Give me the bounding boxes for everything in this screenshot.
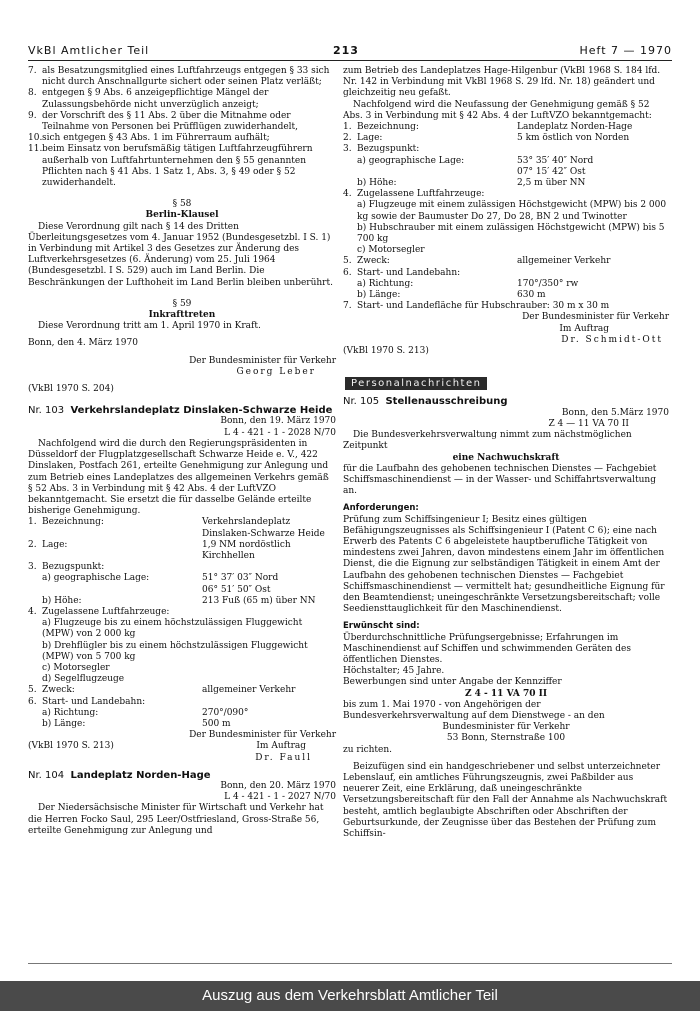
notice-text: für die Laufbahn des gehobenen technischen Dienstes — Fachgebiet Schiffsmaschinendienst — in der Wasser- und Schiffahrtsverwaltung an. <box>343 463 657 497</box>
header-issue: Heft 7 — 1970 <box>579 44 672 57</box>
notice-heading: Nr. 104 Landeplatz Norden-Hage <box>28 769 211 781</box>
list-item: b) Höhe: 2,5 m über NN <box>357 178 586 189</box>
notice-text: Bewerbungen sind unter Angabe der Kennziffer <box>343 677 562 688</box>
list-item: 5. Zweck: allgemeiner Verkehr <box>343 256 611 267</box>
list-item: 1. Bezeichnung: Verkehrslandeplatz Dinslaken-Schwarze Heide <box>28 517 325 539</box>
list-item: b) Länge: 630 m <box>357 290 546 301</box>
list-item: 7. Start- und Landefläche für Hubschrauber: 30 m x 30 m <box>343 301 610 312</box>
list-item: 5. Zweck: allgemeiner Verkehr <box>28 685 296 696</box>
notice-date: Bonn, den 20. März 1970 <box>220 780 336 791</box>
left-column <box>28 66 336 837</box>
list-item: 10. sich entgegen § 43 Abs. 1 im Führerraum aufhält; <box>28 133 270 144</box>
minister-title: Der Bundesminister für Verkehr <box>189 730 336 741</box>
list-item: 6. Start- und Landebahn: <box>28 696 146 707</box>
page-header <box>28 44 672 60</box>
bottom-rule <box>28 963 672 964</box>
signature-row: (VkBl 1970 S. 213) Im Auftrag <box>28 741 306 752</box>
list-item: 6. Start- und Landebahn: <box>343 267 461 278</box>
notice-text: Nachfolgend wird die Neufassung der Genehmigung gemäß § 52 Abs. 3 in Verbindung mit § 42 Abs. 4 der LuftVZO bekanntgemacht: <box>343 99 652 121</box>
notice-date: Bonn, den 5.März 1970 <box>561 407 669 418</box>
section-number: § 58 <box>172 199 192 210</box>
list-item: c) Motorsegler <box>42 662 110 673</box>
list-item: c) Motorsegler <box>357 245 425 256</box>
notice-reference: Z 4 — 11 VA 70 II <box>548 418 629 429</box>
list-item: a) geographische Lage: 51° 37′ 03″ Nord <box>42 573 279 584</box>
notice-text: Der Niedersächsische Minister für Wirtschaft und Verkehr hat die Herren Focko Saul, 295 Leer/Ostfriesland, Gross-Straße 56, erteilte Genehmigung zur Anlegung und <box>28 803 324 836</box>
list-item: 9. der Vorschrift des § 11 Abs. 2 über die Mitnahme oder Teilnahme von Personen bei Prüfflügen zuwiderhandelt, <box>28 110 299 133</box>
signature: Dr. Schmidt-Ott <box>561 334 663 345</box>
footer-banner <box>0 981 700 1011</box>
reference: (VkBl 1970 S. 213) <box>28 741 114 752</box>
list-item: 7. als Besatzungsmitglied eines Luftfahrzeugs entgegen § 33 sich nicht durch Anschnallgurte sichert oder seinen Platz verläßt; <box>28 66 330 88</box>
right-column <box>343 66 669 840</box>
list-item: 07° 15′ 42″ Ost <box>517 166 586 177</box>
notice-reference: L 4 - 421 - 1 - 2027 N/70 <box>224 792 336 803</box>
list-item: 8. entgegen § 9 Abs. 6 anzeigepflichtige Mängel der Zulassungsbehörde nicht unverzüglich anzeigt; <box>28 88 269 110</box>
section-title: Inkrafttreten <box>148 310 216 321</box>
notice-heading: Nr. 105 Stellenausschreibung <box>343 396 508 408</box>
minister-title: Der Bundesminister für Verkehr <box>189 355 336 366</box>
notice-text: Höchstalter; 45 Jahre. <box>343 666 445 677</box>
minister-name: Georg Leber <box>236 366 316 377</box>
header-journal: VkBl Amtlicher Teil <box>28 44 150 57</box>
section-text: Diese Verordnung gilt nach § 14 des Dritten Überleitungsgesetzes vom 4. Januar 1952 (Bundesgesetzbl. I S. 1) in Verbindung mit Artikel 3 des Gesetzes zur Änderung des Luftverkehrsgesetzes (6. Änderung) vom 25. Juli 1964 (Bundesgesetzbl. I S. 529) auch im Land Berlin. Die Beschränkungen der Lufthoheit im Land Berlin bleiben unberührt. <box>28 221 333 288</box>
list-item: 3. Bezugspunkt: <box>343 144 420 155</box>
footer-text: Auszug aus dem Verkehrsblatt Amtlicher Teil <box>202 987 498 1004</box>
reference: (VkBl 1970 S. 213) <box>343 346 429 357</box>
signature: Dr. Faull <box>255 752 312 763</box>
list-item: a) Richtung: 270°/090° <box>42 707 249 718</box>
notice-text: Die Bundesverkehrsverwaltung nimmt zum nächstmöglichen Zeitpunkt <box>343 430 632 452</box>
list-item: a) geographische Lage: 53° 35′ 40″ Nord <box>357 155 594 166</box>
minister-title: Der Bundesminister für Verkehr <box>522 312 669 323</box>
section-number: § 59 <box>172 298 192 309</box>
notice-reference: L 4 - 421 - 1 - 2028 N/70 <box>224 427 336 438</box>
signature-auftrag: Im Auftrag <box>559 323 609 334</box>
list-item: 4. Zugelassene Luftfahrzeuge: <box>28 606 170 617</box>
section-banner: Personalnachrichten <box>343 377 669 390</box>
list-item: 2. Lage: 5 km östlich von Norden <box>343 133 630 144</box>
section-text: Diese Verordnung tritt am 1. April 1970 in Kraft. <box>38 321 261 332</box>
list-item: b) Drehflügler bis zu einem höchstzulässigen Fluggewicht (MPW) von 5 700 kg <box>42 640 308 662</box>
reference-code: Z 4 - 11 VA 70 II <box>464 688 548 699</box>
subheading: Anforderungen: <box>343 503 419 514</box>
list-item: d) Segelflugzeuge <box>42 674 125 685</box>
header-page-number: 213 <box>333 44 359 57</box>
list-item: 4. Zugelassene Luftfahrzeuge: <box>343 189 485 200</box>
list-item: a) Flugzeuge mit einem zulässigen Höchstgewicht (MPW) bis 2 000 kg sowie der Baumuster Do 27, Do 28, BN 2 und Twinotter <box>357 200 667 222</box>
section-title: Berlin-Klausel <box>145 210 219 221</box>
address-line: 53 Bonn, Sternstraße 100 <box>446 733 566 744</box>
list-item: 06° 51′ 50″ Ost <box>202 584 271 595</box>
list-item: b) Hubschrauber mit einem zulässigen Höchstgewicht (MPW) bis 5 700 kg <box>357 222 665 245</box>
notice-date: Bonn, den 19. März 1970 <box>220 416 336 427</box>
subheading: Erwünscht sind: <box>343 621 420 632</box>
subheading: eine Nachwuchskraft <box>452 452 560 463</box>
list-item: 3. Bezugspunkt: <box>28 562 105 573</box>
reference: (VkBl 1970 S. 204) <box>28 384 114 395</box>
list-item: b) Länge: 500 m <box>42 718 231 729</box>
notice-text: Prüfung zum Schiffsingenieur I; Besitz eines gültigen Befähigungszeugnisses als Schiffsingenieur I (Patent C 6); eine nach Erwerb des Patents C 6 abgeleistete hauptberufliche Tätigkeit von mindestens zwei Jahren, davon mindestens einem Jahr im öffentlichen Dienst, die die Eignung zur selbständigen Tätigkeit in einem Amt der Laufbahn des gehobenen technischen Dienstes — Fachgebiet Schiffsmaschinendienst — vermittelt hat; gesundheitliche Eignung für den Beamtendienst; uneingeschränkte Versetzungsbereitschaft; volle Seediensttauglichkeit für den Maschinendienst. <box>343 514 665 615</box>
notice-text: zu richten. <box>343 744 393 755</box>
list-item: a) Flugzeuge bis zu einem höchstzulässigen Fluggewicht (MPW) von 2 000 kg <box>42 618 303 640</box>
list-item: 1. Bezeichnung: Landeplatz Norden-Hage <box>343 122 633 133</box>
list-item: b) Höhe: 213 Fuß (65 m) über NN <box>42 595 316 606</box>
place-date: Bonn, den 4. März 1970 <box>28 338 138 349</box>
notice-text: Nachfolgend wird die durch den Regierungspräsidenten in Düsseldorf der Flugplatzgesellschaft Schwarze Heide e. V., 422 Dinslaken, Postfach 261, erteilte Genehmigung zur Anlegung und zum Betrieb eines Landeplatzes des allgemeinen Verkehrs gemäß § 52 Abs. 3 in Verbindung mit § 42 Abs. 4 der LuftVZO bekanntgemacht. Sie ersetzt die für dasselbe Gelände erteilte bisherige Genehmigung. <box>28 438 329 517</box>
notice-text: Beizufügen sind ein handgeschriebener und selbst unterzeichneter Lebenslauf, ein amtliches Führungszeugnis, zwei Paßbilder aus neuerer Zeit, eine Erklärung, daß uneingeschränkte Versetzungsbereitschaft für den Fall der Annahme als Nachwuchskraft besteht, amtlich beglaubigte Abschriften oder Abschriften der Geburtsurkunde, der Zeugnisse über das Bestehen der Prüfung zum Schiffsin- <box>343 761 668 839</box>
list-item: a) Richtung: 170°/350° rw <box>357 278 579 289</box>
notice-text: Überdurchschnittliche Prüfungsergebnisse; Erfahrungen im Maschinendienst auf Schiffen und schwimmenden Geräten des öffentlichen Dienstes. <box>343 632 631 665</box>
notice-heading: Nr. 103 Verkehrslandeplatz Dinslaken-Schwarze Heide <box>28 405 333 417</box>
notice-text: zum Betrieb des Landeplatzes Hage-Hilgenbur (VkBl 1968 S. 184 lfd. Nr. 142 in Verbindung mit VkBl 1968 S. 29 lfd. Nr. 18) geändert und gleichzeitig neu gefaßt. <box>343 66 661 99</box>
notice-text: bis zum 1. Mai 1970 - von Angehörigen der Bundesverkehrsverwaltung auf dem Dienstwege - an den <box>343 699 605 721</box>
header-rule <box>28 60 672 61</box>
address-line: Bundesminister für Verkehr <box>442 722 570 733</box>
list-item: 11. beim Einsatz von berufsmäßig tätigen Luftfahrzeugführern außerhalb von Luftfahrtunternehmen den § 55 genannten Pflichten nach § 41 Abs. 1 Satz 1, Abs. 3, § 49 oder § 52 zuwiderhandelt. <box>28 144 313 189</box>
list-item: 2. Lage: 1,9 NM nordöstlich Kirchhellen <box>28 539 291 561</box>
